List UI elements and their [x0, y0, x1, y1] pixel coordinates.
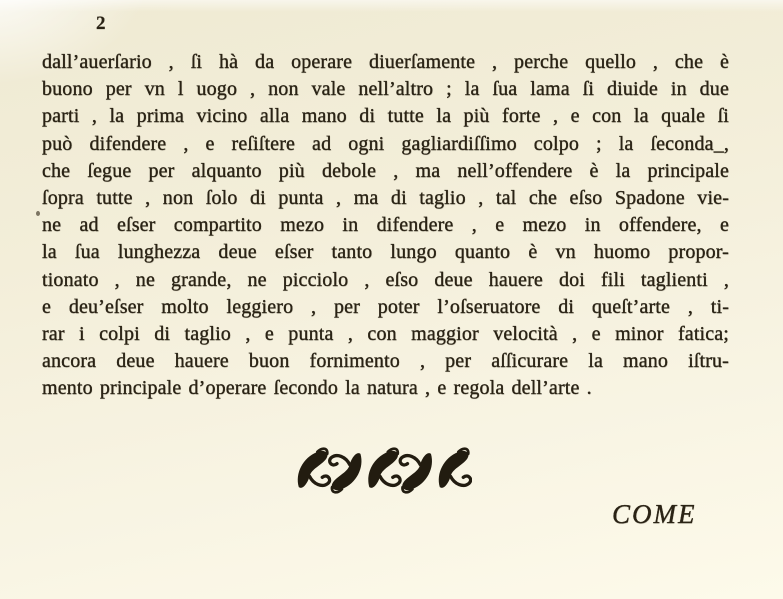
catchword: COME [612, 499, 697, 529]
ink-speck [36, 211, 40, 216]
fleuron-ornament-row [294, 447, 472, 499]
text-line: ne ad eſser compartito mezo in difendere , e mezo in offendere, e [42, 214, 729, 237]
text-line: dall’auerſario , ſi hà da operare diuerſamente , perche quello , che è [42, 51, 729, 73]
text-line: rar i colpi di taglio , e punta , con maggior velocità , e minor fatica; [42, 323, 729, 346]
text-line: ancora deue hauere buon fornimento , per aſſicurare la mano iſtru- [42, 350, 729, 373]
text-line: può difendere , e reſiſtere ad ogni gagliardiſſimo colpo ; la ſeconda_, [42, 132, 729, 155]
text-line: e deu’eſser molto leggiero , per poter l’oſseruatore di queſt’arte , ti- [42, 295, 729, 318]
body-text [42, 49, 729, 403]
page-number: 2 [96, 13, 107, 34]
text-line: ſopra tutte , non ſolo di punta , ma di taglio , tal che eſso Spadone vie- [42, 187, 729, 210]
text-line: buono per vn l uogo , non vale nell’altro ; la ſua lama ſi diuide in due [42, 78, 729, 101]
fleuron-ornament-icon [294, 447, 472, 494]
text-line: parti , la prima vicino alla mano di tutte la più forte , e con la quale ſi [42, 105, 729, 128]
text-line: mento principale d’operare ſecondo la natura , e regola dell’arte . [42, 377, 592, 400]
text-line: tionato , ne grande, ne picciolo , eſso deue hauere doi fili taglienti , [42, 268, 729, 291]
text-line: che ſegue per alquanto più debole , ma nell’offendere è la principale [42, 159, 729, 182]
text-line: la ſua lunghezza deue eſser tanto lungo quanto è vn huomo propor- [42, 241, 729, 264]
